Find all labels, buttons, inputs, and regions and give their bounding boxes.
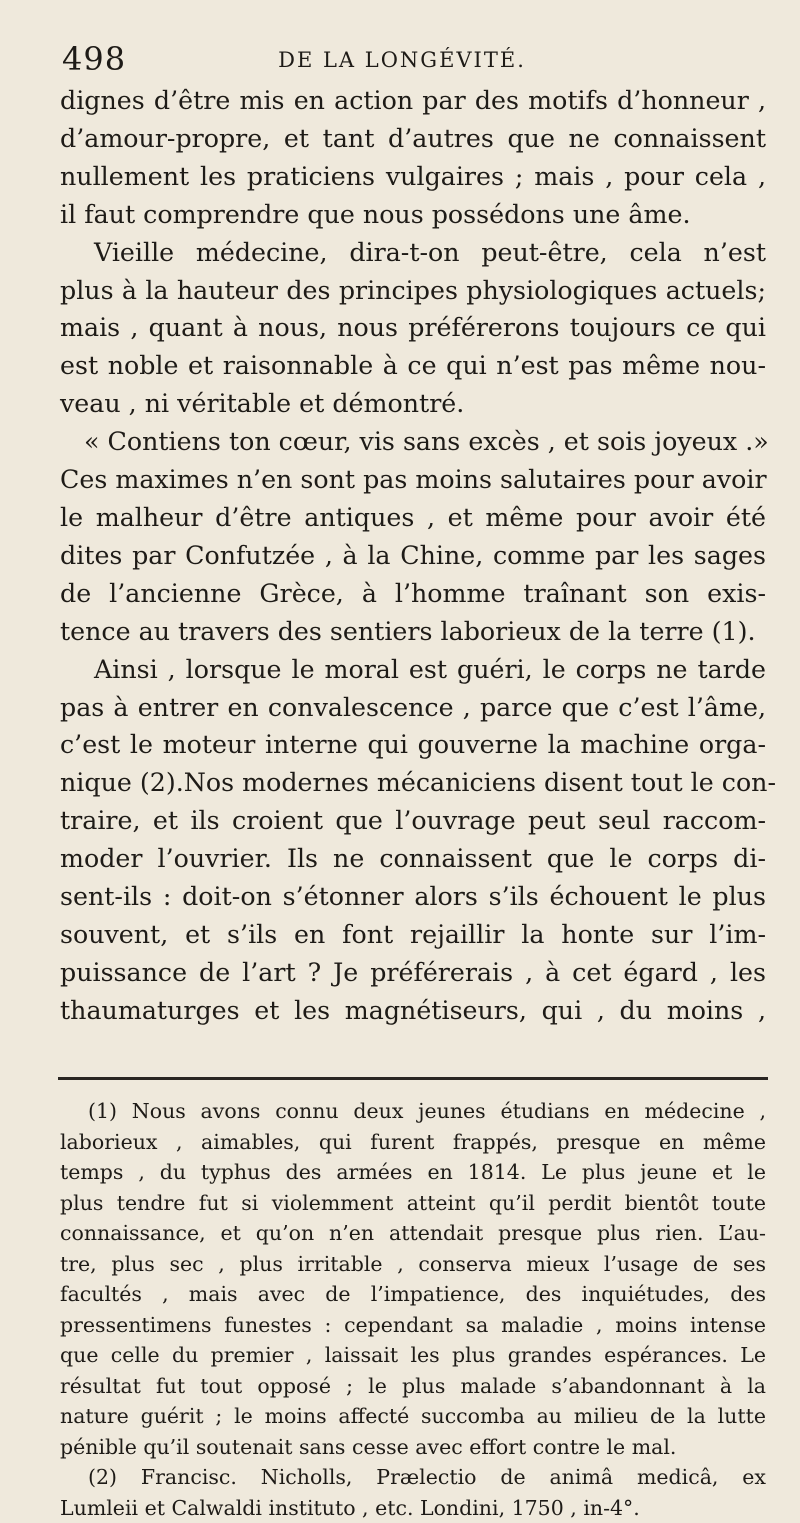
footnote-line: plus tendre fut si violemment atteint qu’il perdit bientôt toute <box>60 1188 766 1219</box>
text-line: Ainsi , lorsque le moral est guéri, le corps ne tarde <box>60 651 766 689</box>
footnote-line: que celle du premier , laissait les plus grandes espérances. Le <box>60 1340 766 1371</box>
footnote-line: (1) Nous avons connu deux jeunes étudians en médecine , <box>60 1096 766 1127</box>
footnote-line: tre, plus sec , plus irritable , conserva mieux l’usage de ses <box>60 1249 766 1280</box>
footnote-divider <box>58 1077 768 1080</box>
text-line: veau , ni véritable et démontré. <box>60 385 766 423</box>
page-header <box>62 40 762 80</box>
footnote-line: connaissance, et qu’on n’en attendait presque plus rien. L’au- <box>60 1218 766 1249</box>
footnote-line: pénible qu’il soutenait sans cesse avec effort contre le mal. <box>60 1432 766 1463</box>
text-line: sent-ils : doit-on s’étonner alors s’ils échouent le plus <box>60 878 766 916</box>
text-line: plus à la hauteur des principes physiologiques actuels; <box>60 272 766 310</box>
footnote-line: temps , du typhus des armées en 1814. Le plus jeune et le <box>60 1157 766 1188</box>
text-line: d’amour-propre, et tant d’autres que ne connaissent <box>60 120 766 158</box>
text-line: Vieille médecine, dira-t-on peut-être, cela n’est <box>60 234 766 272</box>
text-line: de l’ancienne Grèce, à l’homme traînant son exis- <box>60 575 766 613</box>
footnote-line: laborieux , aimables, qui furent frappés, presque en même <box>60 1127 766 1158</box>
text-line: dignes d’être mis en action par des motifs d’honneur , <box>60 82 766 120</box>
text-line: puissance de l’art ? Je préférerais , à cet égard , les <box>60 954 766 992</box>
text-line: dites par Confutzée , à la Chine, comme par les sages <box>60 537 766 575</box>
text-line: est noble et raisonnable à ce qui n’est pas même nou- <box>60 347 766 385</box>
text-line: nullement les praticiens vulgaires ; mais , pour cela , <box>60 158 766 196</box>
footnote-line: (2) Francisc. Nicholls, Prælectio de animâ medicâ, ex <box>60 1462 766 1493</box>
text-line: pas à entrer en convalescence , parce que c’est l’âme, <box>60 689 766 727</box>
footnotes <box>60 1096 766 1523</box>
text-line: souvent, et s’ils en font rejaillir la honte sur l’im- <box>60 916 766 954</box>
running-title: DE LA LONGÉVITÉ. <box>62 48 742 72</box>
text-line: traire, et ils croient que l’ouvrage peut seul raccom- <box>60 802 766 840</box>
text-line: tence au travers des sentiers laborieux de la terre (1). <box>60 613 766 651</box>
page-number: 498 <box>62 40 126 78</box>
footnote-line: pressentimens funestes : cependant sa maladie , moins intense <box>60 1310 766 1341</box>
footnote-line: Lumleii et Calwaldi instituto , etc. Londini, 1750 , in-4°. <box>60 1493 766 1523</box>
text-line: Ces maximes n’en sont pas moins salutaires pour avoir <box>60 461 766 499</box>
text-line: c’est le moteur interne qui gouverne la machine orga- <box>60 726 766 764</box>
text-line: mais , quant à nous, nous préférerons toujours ce qui <box>60 309 766 347</box>
footnote-line: résultat fut tout opposé ; le plus malade s’abandonnant à la <box>60 1371 766 1402</box>
text-line: « Contiens ton cœur, vis sans excès , et sois joyeux .» <box>60 423 766 461</box>
text-line: nique (2).Nos modernes mécaniciens disent tout le con- <box>60 764 766 802</box>
main-text <box>60 82 766 1030</box>
footnote-line: facultés , mais avec de l’impatience, des inquiétudes, des <box>60 1279 766 1310</box>
text-line: thaumaturges et les magnétiseurs, qui , du moins , <box>60 992 766 1030</box>
footnote-line: nature guérit ; le moins affecté succomba au milieu de la lutte <box>60 1401 766 1432</box>
text-line: le malheur d’être antiques , et même pour avoir été <box>60 499 766 537</box>
text-line: il faut comprendre que nous possédons une âme. <box>60 196 766 234</box>
text-line: moder l’ouvrier. Ils ne connaissent que le corps di- <box>60 840 766 878</box>
